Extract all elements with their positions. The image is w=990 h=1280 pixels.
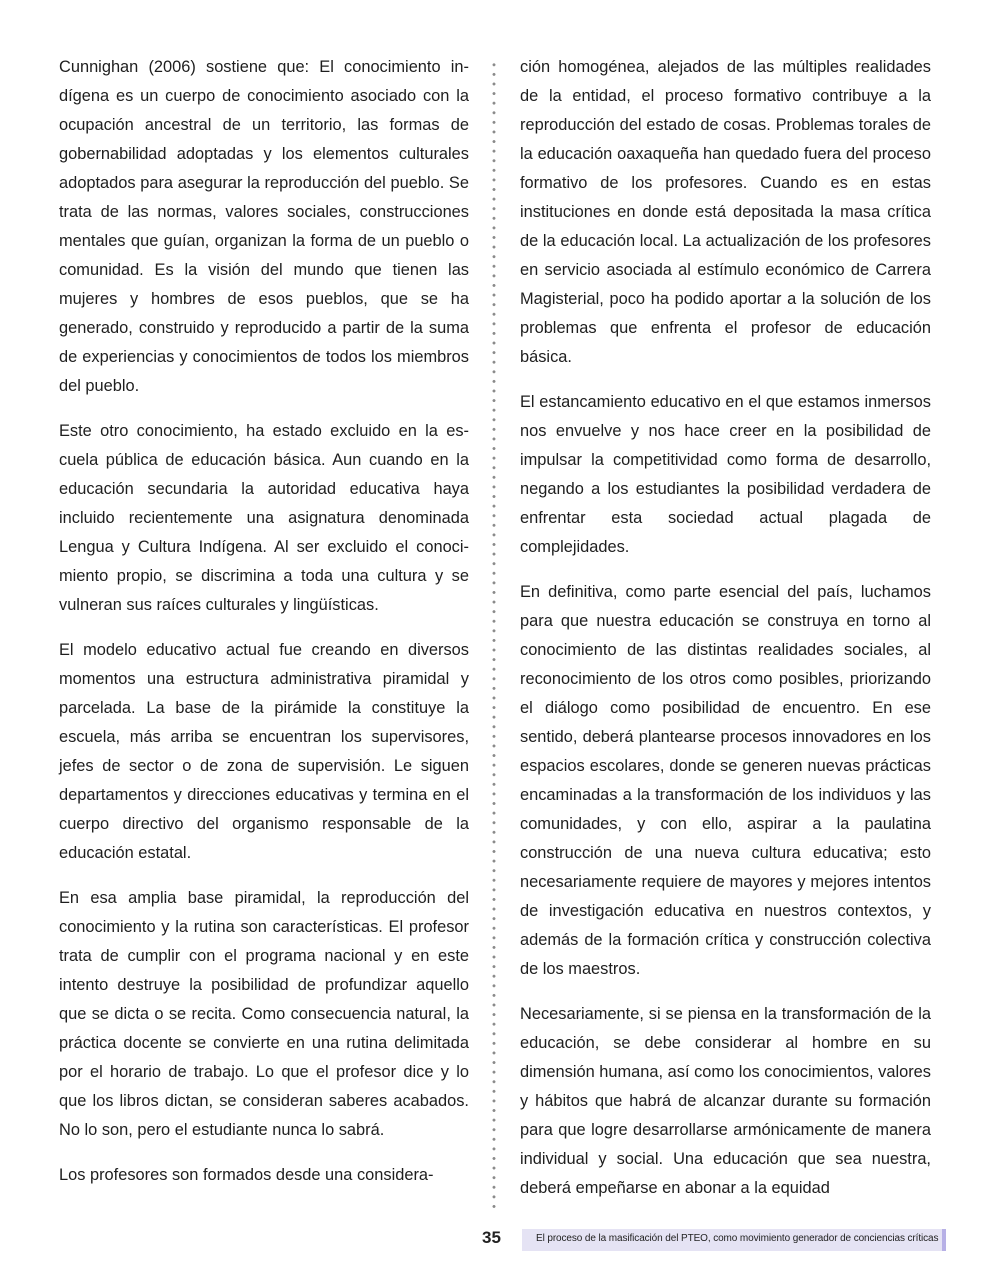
- paragraph: Necesariamente, si se piensa en la transformación de la educación, se debe considerar al hombre en su dimensión humana, así como los conocimientos, valores y hábitos que habrá de alcanzar durante su formación para que logre desarrollarse armónicamente de manera individual y social. Una educación que sea nuestra, deberá empeñarse en abonar a la equidad: [520, 1005, 931, 1197]
- paragraph: Cunnighan (2006) sostiene que: El conocimiento indígena es un cuerpo de conocimiento asociado con la ocupación ancestral de un territorio, las formas de gobernabilidad adoptadas y los elementos culturales adoptados para asegurar la reproducción del pueblo. Se trata de las normas, valores sociales, construcciones mentales que guían, organizan la forma de un pueblo o comunidad. Es la visión del mundo que tienen las mujeres y hombres de esos pueblos, que se ha generado, construido y reproducido a partir de la suma de experiencias y conocimientos de todos los miembros del pueblo.: [59, 58, 469, 395]
- column-divider: [492, 60, 496, 1210]
- page-footer: [0, 1226, 990, 1256]
- running-title-band: [522, 1229, 946, 1251]
- running-title: El proceso de la masificación del PTEO, como movimiento generador de conciencias críticas: [536, 1233, 939, 1244]
- left-column: [59, 53, 469, 1206]
- paragraph: Los profesores son formados desde una considera-: [59, 1166, 434, 1184]
- page-number: 35: [482, 1228, 501, 1247]
- paragraph: ción homogénea, alejados de las múltiples realidades de la entidad, el proceso formativo contribuye a la reproducción del estado de cosas. Problemas torales de la educación oaxaqueña han quedado fuera del proceso formativo de los profesores. Cuando es en estas instituciones en donde está depositada la masa crítica de la educación local. La actualización de los profesores en servicio asociada al estímulo económico de Carrera Magisterial, poco ha podido aportar a la solución de los problemas que enfrenta el profesor de educación básica.: [520, 58, 931, 366]
- paragraph: El estancamiento educativo en el que estamos inmersos nos envuelve y nos hace creer en la posibilidad de impulsar la competitividad como forma de desarrollo, negando a los estudiantes la posibilidad verdadera de enfrentar esta sociedad actual plagada de complejidades.: [520, 393, 931, 556]
- paragraph: El modelo educativo actual fue creando en diversos momentos una estructura administrativa piramidal y parcelada. La base de la pirámide la constituye la escuela, más arriba se encuentran los supervisores, jefes de sector o de zona de supervisión. Le siguen departamentos y direcciones educativas y termina en el cuerpo directivo del organismo responsable de la educación estatal.: [59, 641, 469, 862]
- right-column: [520, 53, 931, 1219]
- paragraph: Este otro conocimiento, ha estado excluido en la escuela pública de educación básica. Aun cuando en la educación secundaria la autoridad educativa haya incluido recientemente una asignatura denominada Lengua y Cultura Indígena. Al ser excluido el conocimiento propio, se discrimina a toda una cultura y se vulneran sus raíces culturales y lingüísticas.: [59, 422, 469, 614]
- paragraph: En definitiva, como parte esencial del país, luchamos para que nuestra educación se construya en torno al conocimiento de las distintas realidades sociales, al reconocimiento de los otros como posibles, priorizando el diálogo como posibilidad de encuentro. En ese sentido, deberá plantearse procesos innovadores en los espacios escolares, donde se generen nuevas prácticas encaminadas a la transformación de los individuos y las comunidades, y con ello, aspirar a la paulatina construcción de una nueva cultura educativa; esto necesariamente requiere de mayores y mejores intentos de investigación educativa en nuestros contextos, y además de la formación crítica y construcción colectiva de los maestros.: [520, 583, 931, 978]
- paragraph: En esa amplia base piramidal, la reproducción del conocimiento y la rutina son características. El profesor trata de cumplir con el programa nacional y en este intento destruye la posibilidad de profundizar aquello que se dicta o se recita. Como consecuencia natural, la práctica docente se convierte en una rutina delimitada por el horario de trabajo. Lo que el profesor dice y lo que los libros dictan, se consideran saberes acabados. No lo son, pero el estudiante nunca lo sabrá.: [59, 889, 469, 1139]
